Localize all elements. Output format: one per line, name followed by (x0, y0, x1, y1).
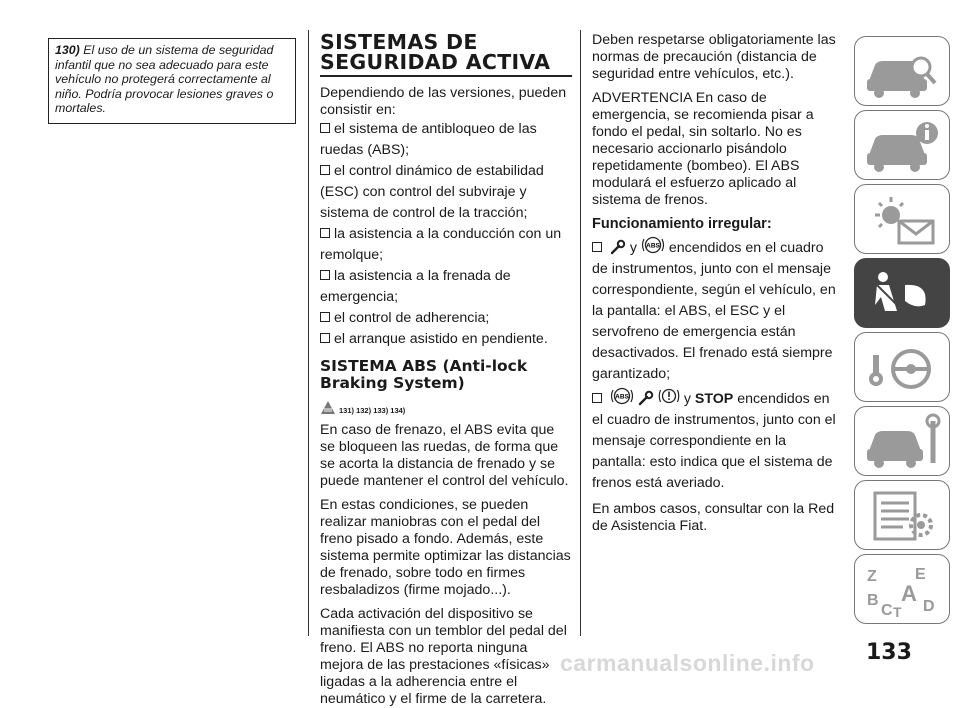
checkbox-bullet-icon (320, 228, 330, 238)
abs-warning-icon (610, 387, 634, 405)
svg-text:A: A (901, 581, 917, 606)
svg-text:Z: Z (867, 568, 877, 585)
list-item: el arranque asistido en pendiente. (320, 329, 572, 350)
stop-label: STOP (694, 391, 734, 407)
hand-warning-icon (320, 400, 336, 415)
svg-text:ABS: ABS (646, 242, 660, 250)
list-item: ABS y STOP encendidos en el cuadro de instrumentos, junto con el mensaje correspondiente en la pantalla: esto indica que el sistema de frenos está averiado. (592, 387, 842, 494)
column-divider-right (580, 30, 581, 636)
tab-specifications[interactable] (854, 480, 950, 550)
abs-paragraph: En caso de frenazo, el ABS evita que se bloqueen las ruedas, de forma que se acorta la distancia de frenado y se puede mantener el control del vehículo. (320, 422, 569, 489)
alphabetical-index-icon (863, 561, 943, 619)
tab-warning-lights[interactable] (854, 184, 950, 254)
list-item: la asistencia a la conducción con un remolque; (320, 226, 562, 263)
note-number: 130) (55, 43, 80, 57)
checkbox-bullet-icon (320, 165, 330, 175)
tab-maintenance[interactable] (854, 406, 950, 476)
car-info-icon (863, 117, 943, 175)
page-number: 133 (866, 640, 912, 665)
svg-text:ABS: ABS (615, 393, 629, 401)
column-divider-left (308, 30, 309, 636)
irregular-operation-heading: Funcionamiento irregular: (592, 216, 772, 232)
intro-text: Dependiendo de las versiones, pueden consistir en: (320, 85, 567, 118)
brake-failure-icon (658, 387, 680, 405)
checkbox-bullet-icon (320, 123, 330, 133)
section-title-active-safety: SISTEMAS DE SEGURIDAD ACTIVA (320, 30, 551, 74)
column-middle (320, 32, 572, 708)
checkbox-bullet-icon (320, 333, 330, 343)
checkbox-bullet-icon (320, 270, 330, 280)
list-item: la asistencia a la frenada de emergencia; (320, 268, 511, 305)
tab-safety[interactable] (854, 258, 950, 328)
svg-text:C: C (881, 602, 893, 619)
note-text: El uso de un sistema de seguridad infantil que no sea adecuado para este vehículo no protegerá correctamente al niño. Podría provocar lesiones graves o mortales. (55, 43, 274, 115)
precaution-paragraph: Deben respetarse obligatoriamente las normas de precaución (distancia de seguridad entre vehículos, etc.). (592, 32, 836, 82)
abs-warning-icon (641, 236, 665, 254)
specifications-list-icon (863, 487, 943, 545)
checkbox-bullet-icon (320, 312, 330, 322)
list-item: y ABS encendidos en el cuadro de instrumentos, junto con el mensaje correspondiente, según el vehículo, en la pantalla: el ABS, el ESC y el servofreno de emergencia están desactivados. El frenado está siempre garantizado; (592, 236, 842, 385)
seat-belt-airbag-icon (863, 265, 943, 323)
checkbox-bullet-icon (592, 393, 602, 403)
key-steering-wheel-icon (863, 339, 943, 397)
checkbox-bullet-icon (592, 242, 602, 252)
column-right (592, 32, 842, 535)
svg-text:B: B (867, 592, 879, 609)
abs-paragraph: Cada activación del dispositivo se manifiesta con un temblor del pedal del freno. El ABS no reporta ninguna mejora de las prestaciones «físicas» ligadas a la adherencia entre el neumático y el firme de la carretera. (320, 606, 567, 707)
list-item: el control de adherencia; (320, 308, 572, 329)
title-underline (320, 75, 572, 77)
section-title-abs: SISTEMA ABS (Anti-lock Braking System) (320, 357, 528, 392)
tab-car-info[interactable] (854, 110, 950, 180)
warning-note-box (48, 38, 296, 124)
assistance-paragraph: En ambos casos, consultar con la Red de Asistencia Fiat. (592, 501, 835, 534)
warning-refs: 131) 132) 133) 134) (320, 397, 572, 415)
tab-car-search[interactable] (854, 36, 950, 106)
car-search-icon (863, 43, 943, 101)
tab-driving[interactable] (854, 332, 950, 402)
svg-text:E: E (915, 566, 926, 583)
wrench-icon (610, 240, 626, 254)
list-item: el sistema de antibloqueo de las ruedas (ABS); (320, 121, 537, 158)
list-item: el control dinámico de estabilidad (ESC) con control del subviraje y sistema de control de la tracción; (320, 163, 544, 221)
svg-text:T: T (893, 604, 902, 620)
abs-paragraph: En estas condiciones, se pueden realizar maniobras con el pedal del freno pisado a fondo. Además, este sistema permite optimizar las distancias de frenado, sobre todo en firmes resbaladizos (firme mojado...). (320, 497, 571, 598)
svg-text:D: D (923, 598, 935, 615)
car-wrench-icon (863, 413, 943, 471)
watermark: carmanualsonline.info (560, 650, 815, 676)
warning-light-message-icon (863, 191, 943, 249)
wrench-icon (638, 391, 654, 405)
advertencia-paragraph: ADVERTENCIA En caso de emergencia, se recomienda pisar a fondo el pedal, sin soltarlo. No es necesario accionarlo pisándolo repetidamente (bombeo). El ABS modulará el esfuerzo aplicado al sistema de frenos. (592, 90, 814, 208)
tab-alphabetical-index[interactable] (854, 554, 950, 624)
